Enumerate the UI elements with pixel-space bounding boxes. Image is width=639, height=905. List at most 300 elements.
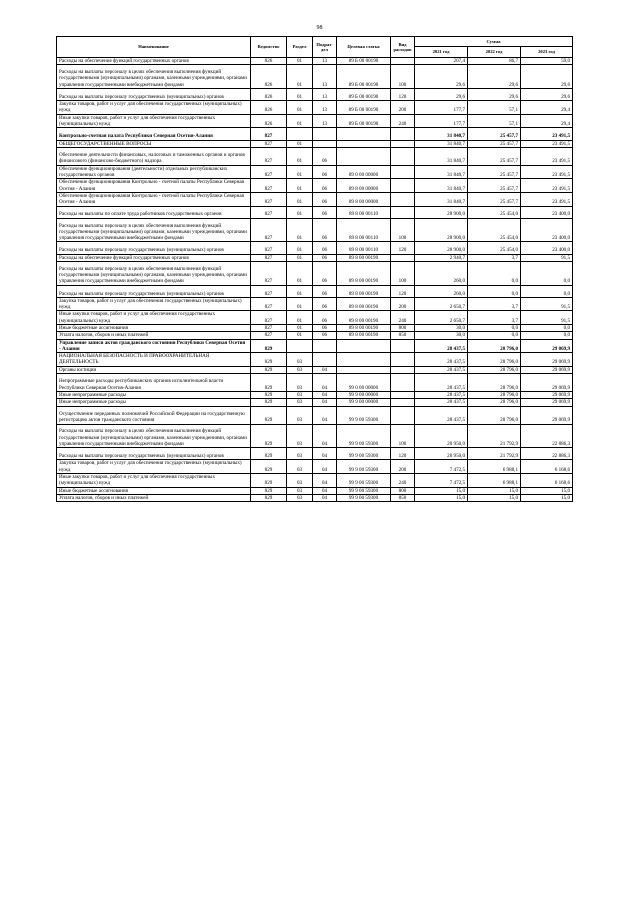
row-exp-type: 800 <box>391 487 415 494</box>
row-2021: 30,0 <box>415 332 468 339</box>
table-row <box>57 254 573 261</box>
row-2022: 25 457,7 <box>468 147 521 165</box>
row-exp-type <box>391 179 415 193</box>
row-subsection: 04 <box>313 366 337 373</box>
table-row <box>57 366 573 373</box>
row-dept: 826 <box>251 58 287 65</box>
table-row <box>57 297 573 311</box>
row-section: 01 <box>287 254 313 261</box>
row-2023: 29,6 <box>521 65 573 89</box>
row-2021: 29,6 <box>415 65 468 89</box>
table-row <box>57 58 573 65</box>
row-2023: 6 168,6 <box>521 474 573 488</box>
row-dept: 827 <box>251 128 287 140</box>
row-name: Уплата налогов, сборов и иных платежей <box>57 332 251 339</box>
row-subsection: 13 <box>313 58 337 65</box>
row-exp-type <box>391 353 415 367</box>
row-dept: 829 <box>251 487 287 494</box>
row-2021: 31 840,7 <box>415 128 468 140</box>
header-target: Целевая статья <box>337 37 391 58</box>
row-name: Иные бюджетные ассигнования <box>57 324 251 331</box>
row-2022: 3,7 <box>468 297 521 311</box>
row-name: Иные бюджетные ассигнования <box>57 487 251 494</box>
row-exp-type: 850 <box>391 494 415 501</box>
row-dept: 827 <box>251 242 287 254</box>
row-section: 01 <box>287 165 313 179</box>
row-2023: 0,0 <box>521 261 573 285</box>
row-2023: 23 491,5 <box>521 192 573 206</box>
row-target <box>337 128 391 140</box>
row-target <box>337 140 391 147</box>
table-row <box>57 494 573 501</box>
row-exp-type <box>391 339 415 353</box>
row-section: 03 <box>287 494 313 501</box>
row-subsection: 13 <box>313 65 337 89</box>
row-2022: 25 454,0 <box>468 218 521 242</box>
row-2023: 29 069,9 <box>521 406 573 424</box>
row-dept: 826 <box>251 101 287 115</box>
row-name: Контрольно-счетная палата Республики Северная Осетия-Алания <box>57 128 251 140</box>
row-subsection: 04 <box>313 494 337 501</box>
row-subsection: 04 <box>313 392 337 399</box>
table-row <box>57 65 573 89</box>
row-section: 03 <box>287 487 313 494</box>
row-name: Органы юстиции <box>57 366 251 373</box>
row-target: 89 8 00 00190 <box>337 261 391 285</box>
row-name: Расходы на обеспечение функций государственных органов <box>57 254 251 261</box>
row-dept: 829 <box>251 353 287 367</box>
table-row <box>57 406 573 424</box>
row-subsection: 04 <box>313 474 337 488</box>
row-2022: 28 796,0 <box>468 406 521 424</box>
row-dept: 826 <box>251 65 287 89</box>
row-subsection: 06 <box>313 147 337 165</box>
row-exp-type: 200 <box>391 101 415 115</box>
row-exp-type: 120 <box>391 88 415 100</box>
row-exp-type <box>391 366 415 373</box>
row-name: Иные закупки товаров, работ и услуг для обеспечения государственных (муниципальных) нужд <box>57 311 251 325</box>
row-subsection: 06 <box>313 332 337 339</box>
row-2023: 6 168,6 <box>521 460 573 474</box>
row-2023: 23 400,0 <box>521 206 573 218</box>
row-2022: 57,1 <box>468 101 521 115</box>
row-target: 99 0 00 00000 <box>337 374 391 392</box>
row-2022: 3,7 <box>468 254 521 261</box>
row-target: 89 Б 00 00190 <box>337 114 391 128</box>
row-2022: 25 457,7 <box>468 179 521 193</box>
table-row <box>57 311 573 325</box>
row-exp-type <box>391 128 415 140</box>
row-target: 99 9 00 00000 <box>337 392 391 399</box>
row-2023: 23 491,5 <box>521 140 573 147</box>
row-2022: 28 796,0 <box>468 339 521 353</box>
row-dept: 827 <box>251 165 287 179</box>
row-target: 99 9 00 00000 <box>337 399 391 406</box>
row-2021: 31 840,7 <box>415 140 468 147</box>
row-dept: 827 <box>251 297 287 311</box>
row-2022: 6 988,1 <box>468 460 521 474</box>
row-exp-type <box>391 147 415 165</box>
table-row <box>57 339 573 353</box>
row-2021: 31 840,7 <box>415 179 468 193</box>
row-section: 01 <box>287 58 313 65</box>
header-2022: 2022 год <box>468 47 521 58</box>
row-exp-type: 100 <box>391 424 415 448</box>
row-name: Осуществление переданных полномочий Российской Федерации на государственную регистрацию актов гражданского состояния <box>57 406 251 424</box>
row-2023: 29,4 <box>521 114 573 128</box>
row-2022: 28 796,0 <box>468 353 521 367</box>
row-dept: 827 <box>251 206 287 218</box>
row-dept: 829 <box>251 366 287 373</box>
row-2022: 21 792,9 <box>468 424 521 448</box>
table-row <box>57 399 573 406</box>
row-section: 03 <box>287 353 313 367</box>
row-target: 89 8 00 00110 <box>337 206 391 218</box>
row-2022: 15,0 <box>468 494 521 501</box>
row-2023: 91,5 <box>521 254 573 261</box>
header-exp-type: Вид расходов <box>391 37 415 58</box>
row-exp-type: 240 <box>391 311 415 325</box>
row-exp-type <box>391 406 415 424</box>
row-subsection: 06 <box>313 179 337 193</box>
row-2021: 260,0 <box>415 261 468 285</box>
row-2023: 29 069,9 <box>521 374 573 392</box>
row-2022: 25 454,0 <box>468 242 521 254</box>
row-2022: 57,1 <box>468 114 521 128</box>
row-2022: 3,7 <box>468 311 521 325</box>
row-target: 89 Б 00 00190 <box>337 88 391 100</box>
row-2023: 29 069,9 <box>521 392 573 399</box>
row-name: Обеспечение деятельности финансовых, налоговых и таможенных органов и органов финансового (финансово-бюджетного) надзора <box>57 147 251 165</box>
row-target: 89 8 00 00190 <box>337 254 391 261</box>
row-2023: 29,4 <box>521 101 573 115</box>
row-2021: 260,0 <box>415 285 468 297</box>
header-2021: 2021 год <box>415 47 468 58</box>
row-dept: 827 <box>251 311 287 325</box>
row-2022: 0,0 <box>468 261 521 285</box>
row-subsection: 06 <box>313 324 337 331</box>
row-name: Расходы на выплаты персоналу государственных (муниципальных) органов <box>57 88 251 100</box>
table-row <box>57 448 573 460</box>
row-section: 01 <box>287 332 313 339</box>
row-name: Расходы на выплаты персоналу государственных (муниципальных) органов <box>57 448 251 460</box>
row-2023: 23 491,5 <box>521 147 573 165</box>
row-target: 89 Б 00 00190 <box>337 65 391 89</box>
table-row <box>57 285 573 297</box>
row-dept: 826 <box>251 114 287 128</box>
row-section: 01 <box>287 114 313 128</box>
header-2023: 2023 год <box>521 47 573 58</box>
row-dept: 829 <box>251 474 287 488</box>
row-exp-type <box>391 206 415 218</box>
row-subsection: 06 <box>313 242 337 254</box>
row-section: 03 <box>287 406 313 424</box>
row-subsection: 13 <box>313 101 337 115</box>
row-section: 01 <box>287 88 313 100</box>
row-2022: 28 796,0 <box>468 374 521 392</box>
row-2021: 31 840,7 <box>415 192 468 206</box>
row-dept: 827 <box>251 254 287 261</box>
row-exp-type: 120 <box>391 448 415 460</box>
row-2022: 15,0 <box>468 487 521 494</box>
table-row <box>57 324 573 331</box>
header-sum: Сумма <box>415 37 573 47</box>
table-row <box>57 374 573 392</box>
row-name: Расходы на выплаты персоналу в целях обеспечения выполнения функций государственными (муниципальными) органами, казенными учреждениями, органами управления государственными внебюджетными фондами <box>57 218 251 242</box>
table-row <box>57 114 573 128</box>
row-2023: 0,0 <box>521 285 573 297</box>
row-target: 89 8 00 00190 <box>337 297 391 311</box>
row-subsection: 06 <box>313 165 337 179</box>
row-2023: 15,0 <box>521 487 573 494</box>
row-dept: 829 <box>251 374 287 392</box>
row-target <box>337 147 391 165</box>
row-exp-type <box>391 399 415 406</box>
row-2021: 7 472,5 <box>415 474 468 488</box>
row-exp-type: 800 <box>391 324 415 331</box>
row-section <box>287 339 313 353</box>
row-section: 01 <box>287 206 313 218</box>
row-dept: 829 <box>251 460 287 474</box>
row-target: 89 8 00 00000 <box>337 179 391 193</box>
row-target: 89 8 00 00190 <box>337 332 391 339</box>
row-2022: 28 796,0 <box>468 399 521 406</box>
row-exp-type: 240 <box>391 474 415 488</box>
row-2021: 28 437,5 <box>415 353 468 367</box>
table-row <box>57 392 573 399</box>
row-2023: 0,0 <box>521 332 573 339</box>
row-name: Расходы на выплаты по оплате труда работников государственных органов <box>57 206 251 218</box>
row-2022: 29,6 <box>468 88 521 100</box>
table-row <box>57 353 573 367</box>
row-section: 03 <box>287 399 313 406</box>
row-section: 01 <box>287 179 313 193</box>
row-dept: 829 <box>251 399 287 406</box>
row-dept: 829 <box>251 392 287 399</box>
table-row <box>57 165 573 179</box>
row-name: Иные непрограммные расходы <box>57 399 251 406</box>
row-2022: 25 457,7 <box>468 140 521 147</box>
row-target: 99 9 00 59300 <box>337 494 391 501</box>
row-2023: 29 069,9 <box>521 353 573 367</box>
row-section: 01 <box>287 140 313 147</box>
row-subsection: 04 <box>313 460 337 474</box>
table-row <box>57 179 573 193</box>
table-row <box>57 128 573 140</box>
row-exp-type: 120 <box>391 285 415 297</box>
row-2023: 29 069,9 <box>521 366 573 373</box>
row-2022: 28 796,0 <box>468 392 521 399</box>
row-subsection: 06 <box>313 206 337 218</box>
row-section: 03 <box>287 392 313 399</box>
row-section: 01 <box>287 65 313 89</box>
row-section: 01 <box>287 147 313 165</box>
row-2021: 28 437,5 <box>415 392 468 399</box>
row-exp-type: 100 <box>391 65 415 89</box>
row-exp-type <box>391 165 415 179</box>
row-2022: 21 792,9 <box>468 448 521 460</box>
row-subsection: 06 <box>313 192 337 206</box>
row-2023: 91,5 <box>521 297 573 311</box>
row-target: 99 9 00 59300 <box>337 487 391 494</box>
row-subsection <box>313 353 337 367</box>
table-row <box>57 487 573 494</box>
header-subsection: Подраз-дел <box>313 37 337 58</box>
row-target: 99 9 00 59300 <box>337 406 391 424</box>
row-2023: 22 886,3 <box>521 448 573 460</box>
row-subsection: 06 <box>313 285 337 297</box>
row-subsection: 04 <box>313 424 337 448</box>
table-row <box>57 88 573 100</box>
row-name: Закупка товаров, работ и услуг для обеспечения государственных (муниципальных) нужд <box>57 101 251 115</box>
header-section: Раздел <box>287 37 313 58</box>
row-2021: 28 437,5 <box>415 406 468 424</box>
row-2022: 29,6 <box>468 65 521 89</box>
row-section: 01 <box>287 311 313 325</box>
row-subsection <box>313 128 337 140</box>
row-subsection: 04 <box>313 406 337 424</box>
row-2023: 0,0 <box>521 324 573 331</box>
row-2021: 15,0 <box>415 494 468 501</box>
row-dept: 829 <box>251 424 287 448</box>
page-number: 98 <box>316 25 323 31</box>
row-2023: 23 491,5 <box>521 179 573 193</box>
row-2021: 2 650,7 <box>415 297 468 311</box>
budget-table <box>56 36 573 502</box>
row-dept: 827 <box>251 140 287 147</box>
row-dept: 827 <box>251 218 287 242</box>
row-subsection: 06 <box>313 297 337 311</box>
row-name: Иные закупки товаров, работ и услуг для обеспечения государственных (муниципальных) нужд <box>57 474 251 488</box>
row-exp-type <box>391 374 415 392</box>
row-dept: 829 <box>251 339 287 353</box>
row-name: Расходы на выплаты персоналу в целях обеспечения выполнения функций государственными (муниципальными) органами, казенными учреждениями, органами управления государственными внебюджетными фондами <box>57 65 251 89</box>
row-dept: 829 <box>251 406 287 424</box>
row-2022: 25 457,7 <box>468 192 521 206</box>
table-body <box>57 58 573 502</box>
row-section: 01 <box>287 297 313 311</box>
row-dept: 827 <box>251 192 287 206</box>
row-exp-type: 200 <box>391 297 415 311</box>
row-2021: 28 437,5 <box>415 399 468 406</box>
row-exp-type: 100 <box>391 218 415 242</box>
row-2021: 31 840,7 <box>415 165 468 179</box>
row-dept: 827 <box>251 285 287 297</box>
row-subsection: 04 <box>313 448 337 460</box>
row-2022: 28 796,0 <box>468 366 521 373</box>
row-name: Расходы на выплаты персоналу в целях обеспечения выполнения функций государственными (муниципальными) органами, казенными учреждениями, органами управления государственными внебюджетными фондами <box>57 424 251 448</box>
row-target <box>337 353 391 367</box>
row-2023: 22 886,3 <box>521 424 573 448</box>
row-name: НАЦИОНАЛЬНАЯ БЕЗОПАСНОСТЬ И ПРАВООХРАНИТЕЛЬНАЯ ДЕЯТЕЛЬНОСТЬ <box>57 353 251 367</box>
row-2022: 86,7 <box>468 58 521 65</box>
table-row <box>57 424 573 448</box>
row-target: 99 9 00 59300 <box>337 424 391 448</box>
row-section: 01 <box>287 242 313 254</box>
header-dept: Ведомство <box>251 37 287 58</box>
row-dept: 829 <box>251 494 287 501</box>
table-row <box>57 332 573 339</box>
row-2023: 29,6 <box>521 88 573 100</box>
row-subsection: 13 <box>313 114 337 128</box>
row-section: 01 <box>287 192 313 206</box>
row-name: Расходы на выплаты персоналу государственных (муниципальных) органов <box>57 285 251 297</box>
header-name: Наименование <box>57 37 251 58</box>
table-header <box>57 37 573 58</box>
row-dept: 827 <box>251 147 287 165</box>
row-section: 01 <box>287 285 313 297</box>
row-target: 89 8 00 00000 <box>337 192 391 206</box>
row-name: Расходы на обеспечение функций государственных органов <box>57 58 251 65</box>
row-2023: 91,5 <box>521 311 573 325</box>
row-2021: 177,7 <box>415 114 468 128</box>
row-exp-type: 100 <box>391 261 415 285</box>
row-2022: 6 988,1 <box>468 474 521 488</box>
row-target: 99 9 00 59300 <box>337 460 391 474</box>
row-2021: 28 900,0 <box>415 242 468 254</box>
row-2021: 15,0 <box>415 487 468 494</box>
row-subsection <box>313 140 337 147</box>
row-exp-type: 120 <box>391 242 415 254</box>
row-exp-type: 240 <box>391 114 415 128</box>
row-subsection: 06 <box>313 311 337 325</box>
table-row <box>57 261 573 285</box>
row-subsection: 04 <box>313 374 337 392</box>
table-row <box>57 206 573 218</box>
table-row <box>57 140 573 147</box>
row-2021: 28 437,5 <box>415 339 468 353</box>
row-2023: 15,0 <box>521 494 573 501</box>
row-2022: 0,0 <box>468 324 521 331</box>
row-section: 03 <box>287 366 313 373</box>
row-exp-type <box>391 58 415 65</box>
row-subsection <box>313 339 337 353</box>
row-2021: 2 650,7 <box>415 311 468 325</box>
row-2021: 20 950,0 <box>415 448 468 460</box>
row-subsection: 04 <box>313 399 337 406</box>
row-2023: 29 069,9 <box>521 339 573 353</box>
row-target: 99 9 00 59300 <box>337 474 391 488</box>
table-row <box>57 242 573 254</box>
row-target: 89 8 00 00190 <box>337 311 391 325</box>
row-2021: 28 900,0 <box>415 206 468 218</box>
row-name: Обеспечение функционирования Контрольно - счетной палаты Республики Северная Осетия - Алания <box>57 179 251 193</box>
row-name: Уплата налогов, сборов и иных платежей <box>57 494 251 501</box>
row-2023: 29 069,9 <box>521 399 573 406</box>
row-2022: 25 457,7 <box>468 165 521 179</box>
row-exp-type: 850 <box>391 332 415 339</box>
row-name: Непрограммные расходы республиканских органов исполнительной власти Республики Северная Осетия-Алания <box>57 374 251 392</box>
row-target: 89 8 00 00110 <box>337 218 391 242</box>
table-row <box>57 147 573 165</box>
row-exp-type: 200 <box>391 460 415 474</box>
row-dept: 827 <box>251 324 287 331</box>
row-name: Иные непрограммные расходы <box>57 392 251 399</box>
row-2023: 59,0 <box>521 58 573 65</box>
table-row <box>57 218 573 242</box>
row-dept: 829 <box>251 448 287 460</box>
row-name: Обеспечение функционирования (деятельности) отдельных республиканских государственных органов <box>57 165 251 179</box>
row-subsection: 04 <box>313 487 337 494</box>
row-subsection: 13 <box>313 88 337 100</box>
row-name: Иные закупки товаров, работ и услуг для обеспечения государственных (муниципальных) нужд <box>57 114 251 128</box>
row-target: 89 8 00 00190 <box>337 324 391 331</box>
row-2023: 23 400,0 <box>521 242 573 254</box>
row-target: 89 8 00 00110 <box>337 242 391 254</box>
row-target <box>337 339 391 353</box>
row-2023: 23 491,5 <box>521 165 573 179</box>
row-2021: 28 900,0 <box>415 218 468 242</box>
